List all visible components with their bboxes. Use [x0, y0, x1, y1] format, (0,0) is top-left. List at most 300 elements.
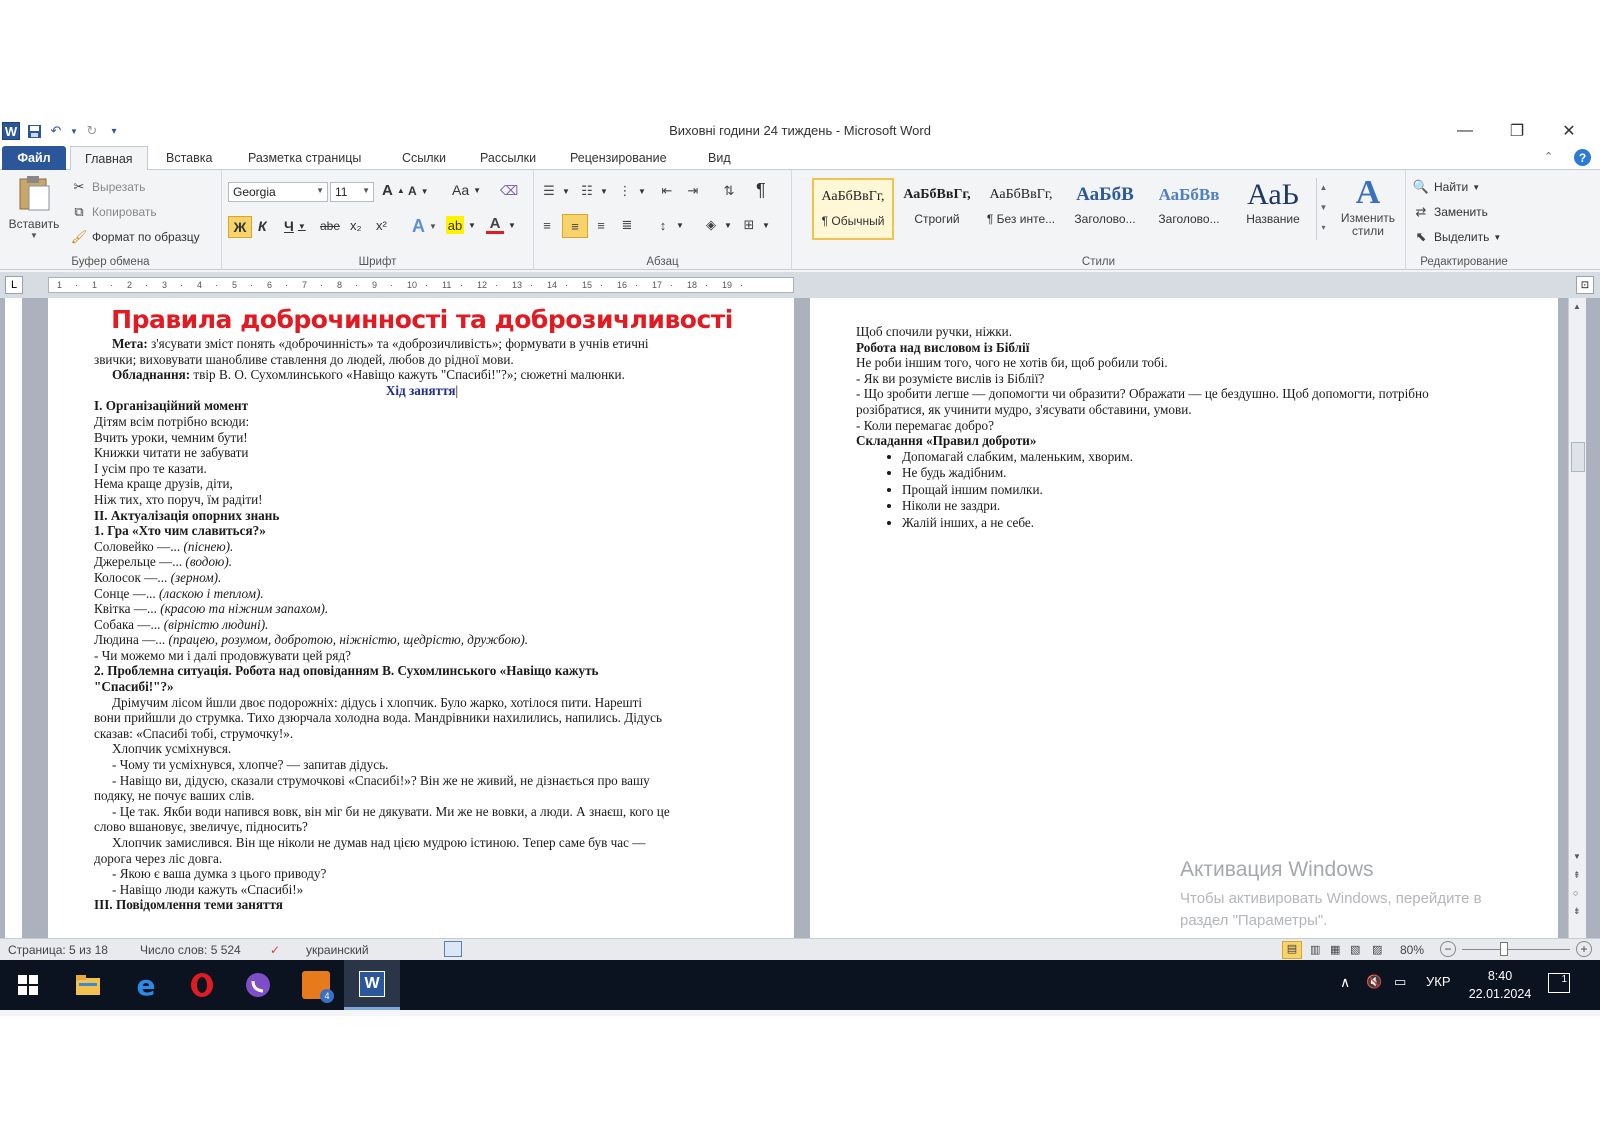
- document-page-left[interactable]: [48, 298, 794, 938]
- align-center-icon: ≡: [571, 218, 579, 234]
- font-size-select[interactable]: [330, 182, 374, 202]
- decrease-indent-icon: ⇤: [661, 183, 673, 198]
- game-line: [94, 554, 750, 570]
- style-normal[interactable]: [812, 178, 894, 240]
- subheading: Складання «Правил доброти»: [856, 433, 1037, 449]
- game-line: [94, 539, 750, 555]
- close-icon[interactable]: ✕: [1562, 123, 1576, 140]
- align-right-icon: ≡: [597, 217, 605, 233]
- customize-qat-icon[interactable]: ▾: [111, 125, 117, 137]
- scroll-up-icon[interactable]: ▲: [1573, 302, 1581, 311]
- edge-icon[interactable]: e: [136, 968, 156, 1002]
- problem-heading: 2. Проблемна ситуація. Робота над оповіданням В. Сухомлинського «Навіщо кажуть: [94, 663, 599, 679]
- italic-label: К: [258, 218, 267, 234]
- word-count[interactable]: Число слов: 5 524: [140, 943, 241, 957]
- story-line: слово вшановує, звеличує, підносить?: [94, 819, 308, 835]
- full-screen-reading-icon[interactable]: ▥: [1310, 944, 1321, 956]
- format-painter-label: Формат по образцу: [92, 230, 200, 244]
- align-left-icon: ≡: [543, 217, 551, 233]
- tab-page-layout[interactable]: Разметка страницы: [248, 151, 362, 165]
- tab-view[interactable]: Вид: [708, 151, 731, 165]
- question-line: - Чи можемо ми і далі продовжувати цей ряд?: [94, 647, 352, 663]
- scissors-icon: ✂: [73, 179, 85, 194]
- clock-time: 8:40: [1487, 969, 1513, 983]
- game-answer: (ласкою і теплом).: [159, 585, 264, 601]
- file-explorer-icon[interactable]: [60, 960, 116, 1010]
- game-list: [94, 539, 750, 648]
- game-lead: Квітка —...: [94, 601, 161, 617]
- word-window: [0, 116, 1600, 1016]
- find-label: Найти: [1434, 180, 1469, 194]
- tab-file[interactable]: Файл: [2, 146, 66, 170]
- ribbon: [0, 170, 1600, 270]
- restore-icon[interactable]: ❐: [1509, 123, 1525, 140]
- equipment-text: твір В. О. Сухомлинського «Навіщо кажуть "Спасибі!"?»; сюжетні малюнки.: [190, 367, 625, 383]
- paste-icon: [17, 174, 51, 212]
- change-styles-label: Изменить стили: [1340, 211, 1396, 238]
- numbered-list-icon: ☷: [581, 183, 593, 198]
- document-title: Правила доброчинності та доброзичливості: [111, 305, 733, 334]
- increase-indent-icon: ⇥: [687, 183, 699, 198]
- zoom-in-icon[interactable]: +: [1576, 941, 1592, 957]
- style-no-spacing[interactable]: [980, 178, 1062, 240]
- select-label: Выделить: [1434, 230, 1490, 244]
- game-lead: Сонце —...: [94, 585, 160, 601]
- story-line: - Якою є ваша думка з цього приводу?: [112, 866, 327, 882]
- redo-icon[interactable]: ↻: [86, 123, 98, 138]
- ruler-dot: ·: [460, 280, 463, 290]
- game-lead: Собака —...: [94, 616, 164, 632]
- increase-indent-button[interactable]: [684, 182, 702, 200]
- game-lead: Колосок —...: [94, 569, 171, 585]
- paragraph-group-label: Абзац: [646, 256, 679, 268]
- paste-button[interactable]: [6, 174, 62, 246]
- problem-heading-cont: "Спасибі!"?»: [94, 679, 174, 695]
- vertical-scrollbar[interactable]: [1568, 298, 1586, 938]
- lesson-heading: [94, 383, 750, 399]
- tab-references[interactable]: Ссылки: [402, 151, 447, 165]
- style-sample: АаБбВв: [1158, 185, 1220, 204]
- story-line: дорога через ліс довга.: [94, 850, 223, 866]
- cut-label: Вырезать: [92, 180, 146, 194]
- style-name: Заголово...: [1074, 212, 1136, 226]
- status-bar: [0, 938, 1600, 960]
- rule-item: • Не будь жадібним.: [902, 465, 1518, 482]
- draft-icon[interactable]: ▨: [1372, 944, 1383, 956]
- superscript-button[interactable]: [376, 218, 387, 233]
- activation-line: раздел "Параметры".: [1180, 912, 1328, 929]
- ruler-row: [0, 272, 1600, 298]
- text-line: - Як ви розумієте вислів із Біблії?: [856, 370, 1045, 386]
- outline-icon[interactable]: ▧: [1350, 944, 1361, 956]
- ruler-dot: ·: [670, 280, 673, 290]
- poem-line: Ніж тих, хто поруч, їм радіти!: [94, 491, 263, 507]
- text-line: - Що зробити легше — допомогти чи образити? Ображати — це бездушно. Щоб допомогти, потрібно: [856, 386, 1429, 402]
- sort-button[interactable]: [720, 182, 738, 200]
- cut-button[interactable]: [70, 178, 145, 196]
- ruler-dot: ·: [355, 280, 358, 290]
- game-answer: (піснею).: [183, 538, 234, 554]
- word-taskbar-icon[interactable]: W: [344, 960, 400, 1010]
- format-painter-button[interactable]: [70, 228, 200, 246]
- page-indicator[interactable]: Страница: 5 из 18: [8, 943, 108, 957]
- tab-mailings[interactable]: Рассылки: [480, 151, 537, 165]
- clock[interactable]: [1460, 967, 1540, 1003]
- style-name: Заголово...: [1158, 212, 1220, 226]
- subheading: Робота над висловом із Біблії: [856, 339, 1030, 355]
- ruler-mark: 18: [687, 280, 698, 290]
- goal-text: з'ясувати зміст понять «доброчинність» та «доброзичливість»; формувати в учнів етичні: [147, 336, 649, 351]
- font-group-label: Шрифт: [358, 256, 397, 268]
- justify-button[interactable]: [618, 216, 636, 234]
- chevron-down-icon: ▼: [316, 186, 324, 195]
- ruler-mark: 13: [512, 280, 523, 290]
- pilcrow-icon: ¶: [756, 180, 766, 200]
- text-line: Щоб спочили ручки, ніжки.: [856, 324, 1012, 339]
- ruler-dot: ·: [180, 280, 183, 290]
- change-case-button[interactable]: Aa ▼: [452, 182, 482, 198]
- ruler-mark: 16: [617, 280, 628, 290]
- opera-icon[interactable]: [174, 960, 230, 1010]
- view-ruler-icon[interactable]: ⊡: [1576, 276, 1594, 294]
- editing-group-label: Редактирование: [1420, 256, 1508, 268]
- replace-label: Заменить: [1434, 205, 1488, 219]
- align-left-button[interactable]: [538, 216, 556, 234]
- text-cursor: |: [455, 382, 459, 398]
- ruler-dot: ·: [320, 280, 323, 290]
- macro-recording-icon[interactable]: [444, 941, 462, 957]
- ruler-mark: 6: [267, 280, 273, 290]
- game-lead: Соловейко —...: [94, 538, 184, 554]
- styles-group: [792, 170, 1406, 270]
- windows-logo-icon: [18, 975, 38, 995]
- story-line: сказав: «Спасибі тобі, струмочку!».: [94, 725, 294, 741]
- text-line: - Коли перемагає добро?: [856, 417, 994, 433]
- app-icon[interactable]: [288, 960, 344, 1010]
- find-button[interactable]: 🔍 Найти ▼: [1412, 179, 1481, 194]
- highlighter-icon: ab: [447, 217, 463, 233]
- underline-button[interactable]: Ч ▼: [284, 218, 306, 234]
- ruler-mark: 5: [232, 280, 238, 290]
- paintbrush-icon: 🖌: [70, 229, 88, 244]
- select-button[interactable]: ⬉ Выделить ▼: [1412, 228, 1501, 246]
- game-answer: (вірністю людині).: [163, 616, 269, 632]
- proofing-icon[interactable]: ✓: [270, 943, 281, 957]
- style-title[interactable]: [1232, 178, 1314, 240]
- ruler-dot: ·: [145, 280, 148, 290]
- scroll-down-icon[interactable]: ▼: [1573, 852, 1581, 861]
- language-indicator[interactable]: украинский: [306, 943, 369, 957]
- style-heading-1[interactable]: [1064, 178, 1146, 240]
- ruler-mark: 7: [302, 280, 308, 290]
- ruler-dot: ·: [250, 280, 253, 290]
- ruler-mark: 1: [57, 280, 63, 290]
- game-line: [94, 601, 750, 617]
- title-bar: [0, 116, 1600, 146]
- game-line: [94, 586, 750, 602]
- section-heading: I. Організаційний момент: [94, 398, 249, 414]
- equipment-paragraph: [94, 367, 750, 383]
- highlight-button[interactable]: ab ▼: [447, 217, 476, 233]
- word-logo-icon[interactable]: W: [2, 122, 20, 140]
- line-spacing-button[interactable]: ↕ ▼: [654, 216, 684, 234]
- viber-icon[interactable]: [230, 960, 286, 1010]
- story-line: Хлопчик усміхнувся.: [112, 741, 232, 757]
- paint-bucket-icon: ◈: [706, 217, 716, 232]
- borders-icon: ⊞: [743, 217, 755, 232]
- clear-formatting-button[interactable]: [500, 182, 518, 200]
- print-layout-icon[interactable]: ▤: [1282, 941, 1302, 959]
- subscript-button[interactable]: [350, 218, 362, 233]
- chevron-down-icon: ▼: [362, 186, 370, 195]
- quick-access-toolbar: [2, 120, 122, 142]
- ruler-mark: 15: [582, 280, 593, 290]
- help-icon[interactable]: ?: [1574, 149, 1591, 166]
- ruler-mark: 10: [407, 280, 418, 290]
- copy-icon: ⧉: [74, 204, 84, 219]
- change-styles-icon: A: [1355, 174, 1381, 211]
- paragraph-group: [534, 170, 792, 270]
- clock-date: 22.01.2024: [1468, 987, 1532, 1001]
- style-sample: АаБбВвГг,: [821, 189, 885, 204]
- align-right-button[interactable]: [592, 216, 610, 234]
- decrease-indent-button[interactable]: [658, 182, 676, 200]
- eraser-icon: ⌫: [499, 183, 519, 198]
- notification-count: 1: [1561, 974, 1567, 985]
- goal-text-cont: звички; виховувати шанобливе ставлення до людей, любов до рідної мови.: [94, 351, 514, 367]
- section-heading: II. Актуалізація опорних знань: [94, 507, 280, 523]
- font-color-icon: A: [486, 216, 504, 234]
- activation-line: Чтобы активировать Windows, перейдите в: [1180, 890, 1482, 907]
- goal-paragraph: [94, 336, 750, 352]
- font-size-value: 11: [335, 185, 348, 199]
- notification-badge: 4: [320, 989, 334, 1003]
- document-page-right[interactable]: [810, 298, 1558, 938]
- ruler-mark: 9: [372, 280, 378, 290]
- bold-label: Ж: [233, 219, 247, 235]
- shrink-font-button[interactable]: A ▼: [408, 184, 429, 198]
- ruler-mark: 3: [162, 280, 168, 290]
- ruler-dot: ·: [215, 280, 218, 290]
- ruler-dot: ·: [495, 280, 498, 290]
- poem-line: Нема краще друзів, діти,: [94, 476, 233, 492]
- bullets-button[interactable]: ☰ ▼: [540, 182, 570, 200]
- zoom-level[interactable]: 80%: [1400, 943, 1425, 957]
- style-heading-2[interactable]: [1148, 178, 1230, 240]
- document-area: [0, 298, 1600, 938]
- minimize-ribbon-icon[interactable]: ⌃: [1544, 151, 1554, 163]
- underline-label: Ч: [284, 218, 294, 234]
- text-effects-icon: A: [412, 216, 425, 236]
- tab-insert[interactable]: Вставка: [166, 151, 213, 165]
- ruler-dot: ·: [740, 280, 743, 290]
- zoom-out-icon[interactable]: −: [1440, 941, 1456, 957]
- volume-muted-icon[interactable]: 🔇: [1366, 974, 1383, 989]
- grow-font-button[interactable]: A ▲: [382, 182, 405, 199]
- story-line: Дрімучим лісом йшли двоє подорожніх: дідусь і хлопчик. Було жарко, хотілося пити. Нарешті: [112, 694, 643, 710]
- game-answer: (працею, розумом, добротою, ніжністю, щедрістю, дружбою).: [168, 632, 529, 648]
- font-color-button[interactable]: A ▼: [486, 216, 516, 234]
- page2-text-block: [856, 324, 1518, 449]
- game-line: [94, 570, 750, 586]
- poem-line: Вчить уроки, чемним бути!: [94, 429, 248, 445]
- lesson-heading-text: Хід заняття: [385, 382, 456, 398]
- align-center-button[interactable]: [562, 214, 588, 238]
- section-heading: III. Повідомлення теми заняття: [94, 897, 283, 913]
- style-sample: АаБбВ: [1076, 184, 1134, 205]
- game-answer: (красою та ніжним запахом).: [160, 601, 329, 617]
- ruler-mark: 11: [442, 280, 452, 290]
- select-browse-object-icon[interactable]: ○: [1573, 888, 1579, 898]
- change-case-label: Aa: [452, 182, 470, 198]
- numbering-button[interactable]: ☷ ▼: [578, 182, 608, 200]
- ruler-mark: 12: [477, 280, 488, 290]
- game-answer: (зерном).: [170, 569, 222, 585]
- strikethrough-label: abe: [320, 219, 341, 233]
- superscript-label: x²: [376, 218, 387, 233]
- language-indicator-tray[interactable]: УКР: [1426, 974, 1451, 989]
- line-spacing-icon: ↕: [659, 217, 667, 233]
- styles-group-label: Стили: [1081, 256, 1116, 268]
- start-button[interactable]: [0, 960, 56, 1010]
- poem-block: [94, 414, 750, 508]
- ruler-dot: ·: [530, 280, 533, 290]
- tab-review[interactable]: Рецензирование: [570, 151, 667, 165]
- tab-home[interactable]: Главная: [70, 146, 148, 171]
- editing-group: [1406, 170, 1522, 270]
- story-line: - Це так. Якби води напився вовк, він міг би не дякувати. Ми же не вовки, а люди. А знаєш, кого це: [112, 803, 670, 819]
- story-line: - Навіщо люди кажуть «Спасибі!»: [112, 881, 304, 897]
- font-group: [222, 170, 534, 270]
- zoom-slider-thumb[interactable]: [1500, 942, 1508, 956]
- replace-button[interactable]: [1412, 203, 1488, 221]
- paste-label: Вставить: [8, 217, 60, 231]
- font-name-select[interactable]: [228, 182, 328, 202]
- story-line: - Чому ти усміхнувся, хлопче? — запитав дідусь.: [112, 757, 389, 773]
- paste-dropdown-icon[interactable]: ▼: [30, 231, 38, 240]
- story-line: подяку, не почує ваших слів.: [94, 788, 255, 804]
- notifications-icon[interactable]: [1548, 973, 1570, 993]
- shrink-font-label: A: [408, 184, 417, 198]
- copy-label: Копировать: [92, 205, 157, 219]
- rule-item: • Жалій інших, а не себе.: [902, 515, 1518, 532]
- ruler-dot: ·: [565, 280, 568, 290]
- ruler-mark: 1: [92, 280, 98, 290]
- style-strong[interactable]: [896, 178, 978, 240]
- poem-line: І усім про те казати.: [94, 460, 207, 476]
- chevron-up-icon[interactable]: ∧: [1340, 974, 1351, 990]
- game-heading: 1. Гра «Хто чим славиться?»: [94, 523, 266, 539]
- binoculars-icon: 🔍: [1412, 179, 1430, 194]
- game-lead: Джерельце —...: [94, 554, 186, 570]
- rule-item: • Ніколи не заздри.: [902, 498, 1518, 515]
- multilevel-list-icon: ⋮: [618, 183, 632, 198]
- style-name: Название: [1246, 212, 1300, 226]
- multilevel-list-button[interactable]: ⋮ ▼: [616, 182, 646, 200]
- copy-button[interactable]: [70, 203, 157, 221]
- ruler-mark: 19: [722, 280, 733, 290]
- rule-item: • Допомагай слабким, маленьким, хворим.: [902, 449, 1518, 466]
- font-name-value: Georgia: [233, 185, 276, 199]
- minimize-icon[interactable]: —: [1457, 122, 1473, 139]
- poem-line: Книжки читати не забувати: [94, 445, 249, 461]
- undo-icon[interactable]: ↶: [50, 123, 62, 138]
- horizontal-ruler[interactable]: [48, 277, 794, 293]
- ruler-dot: ·: [110, 280, 113, 290]
- shading-button[interactable]: ◈ ▼: [702, 216, 732, 234]
- ruler-mark: 17: [652, 280, 663, 290]
- bullet-list-icon: ☰: [543, 183, 555, 198]
- previous-page-icon[interactable]: ⇞: [1573, 870, 1581, 880]
- battery-icon[interactable]: ▭: [1394, 974, 1407, 989]
- tab-selector-icon[interactable]: L: [5, 276, 23, 294]
- text-line: розібратися, як учинити мудро, з'ясувати обставини, умови.: [856, 401, 1192, 417]
- poem-line: Дітям всім потрібно всюди:: [94, 413, 250, 429]
- change-styles-button[interactable]: [1334, 174, 1402, 238]
- save-icon[interactable]: [26, 123, 42, 139]
- zoom-slider[interactable]: [1462, 949, 1570, 950]
- rule-item: • Прощай іншим помилки.: [902, 482, 1518, 499]
- window-title: Виховні години 24 тиждень - Microsoft Word: [669, 123, 931, 138]
- next-page-icon[interactable]: ⇟: [1573, 906, 1581, 916]
- game-line: [94, 617, 750, 633]
- ruler-dot: ·: [600, 280, 603, 290]
- style-sample: АаЬ: [1247, 178, 1299, 211]
- scrollbar-thumb[interactable]: [1571, 442, 1585, 472]
- game-line: [94, 632, 750, 648]
- show-formatting-button[interactable]: [756, 180, 766, 201]
- vertical-ruler[interactable]: [5, 298, 23, 938]
- ruler-mark: 4: [197, 280, 203, 290]
- replace-icon: ⇄: [1415, 204, 1427, 219]
- style-name: Строгий: [914, 212, 960, 226]
- activation-watermark-text: [1180, 888, 1482, 932]
- text-effects-button[interactable]: A ▼: [412, 216, 437, 236]
- game-lead: Людина —...: [94, 632, 169, 648]
- styles-scroll[interactable]: ▲ ▼ ▾: [1316, 178, 1330, 240]
- equipment-label: Обладнання:: [112, 367, 191, 383]
- ruler-dot: ·: [425, 280, 428, 290]
- game-answer: (водою).: [185, 554, 233, 570]
- ribbon-tabs: [0, 146, 1600, 170]
- bold-button[interactable]: [228, 216, 252, 238]
- ruler-dot: ·: [285, 280, 288, 290]
- style-sample: АаБбВвГг,: [989, 187, 1053, 202]
- strikethrough-button[interactable]: [320, 219, 340, 233]
- undo-dropdown-icon[interactable]: ▼: [70, 126, 78, 136]
- subscript-label: x₂: [350, 218, 362, 233]
- style-name: ¶ Обычный: [821, 214, 885, 228]
- borders-button[interactable]: ⊞ ▼: [740, 216, 770, 234]
- ruler-mark: 8: [337, 280, 343, 290]
- story-line: вони прийшли до струмка. Тихо дзюрчала холодна вода. Мандрівники нахилились, напились. Дідусь: [94, 710, 663, 726]
- ruler-dot: ·: [75, 280, 78, 290]
- text-line: Не роби іншим того, чого не хотів би, щоб робили тобі.: [856, 355, 1168, 371]
- clipboard-group: [0, 170, 222, 270]
- ruler-mark: 2: [127, 280, 133, 290]
- clipboard-group-label: Буфер обмена: [71, 256, 150, 268]
- style-sample: АаБбВвГг,: [903, 187, 971, 202]
- ruler-dot: ·: [390, 280, 393, 290]
- activation-watermark-title: Активация Windows: [1180, 858, 1374, 881]
- ruler-mark: 14: [547, 280, 558, 290]
- grow-font-label: A: [382, 182, 393, 199]
- windows-taskbar: [0, 960, 1600, 1010]
- web-layout-icon[interactable]: ▦: [1330, 944, 1341, 956]
- sort-icon: ⇅: [723, 183, 735, 198]
- rules-list: [902, 449, 1518, 532]
- italic-button[interactable]: [258, 218, 267, 234]
